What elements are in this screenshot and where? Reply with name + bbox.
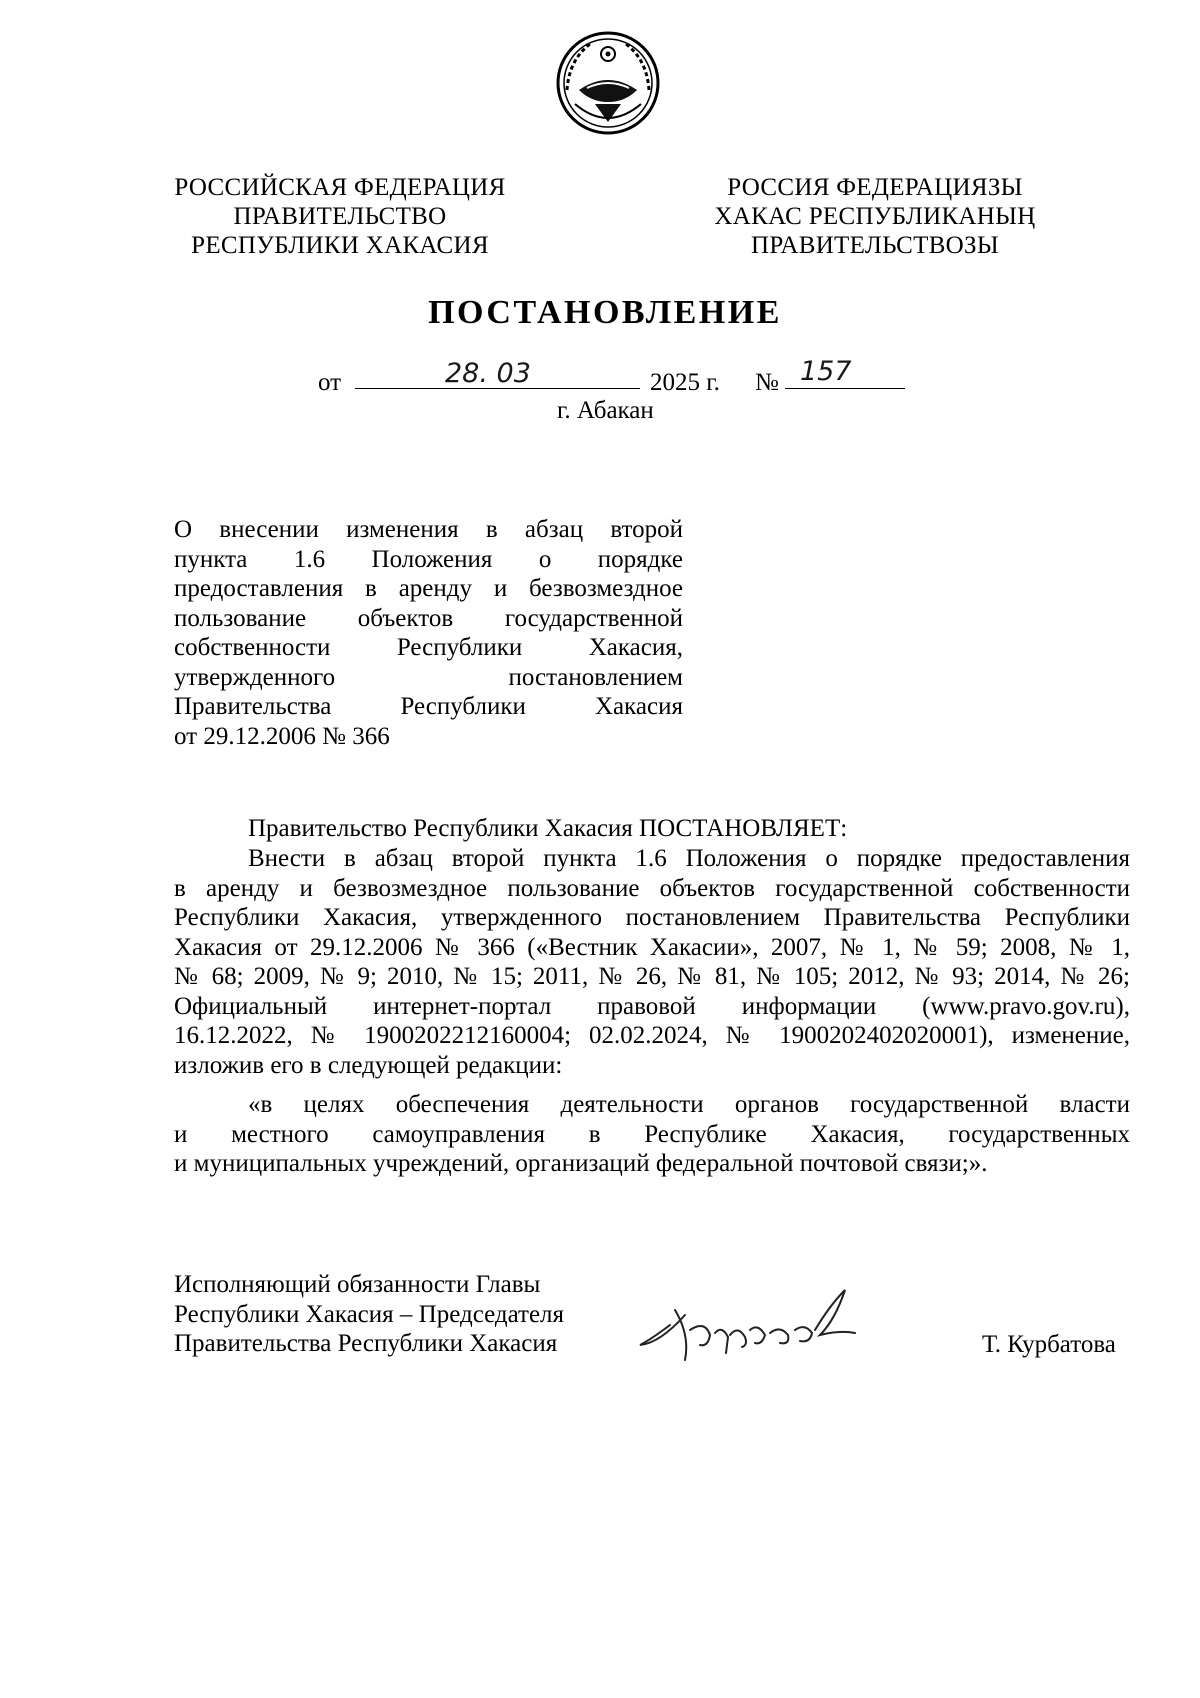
subject-line: пользование объектов государственной <box>174 604 683 632</box>
body-line: Хакасия от 29.12.2006 № 366 («Вестник Хакасии», 2007, № 1, № 59; 2008, № 1, <box>174 933 1130 961</box>
body-line: и муниципальных учреждений, организаций федеральной почтовой связи;». <box>174 1150 988 1177</box>
body-line: изложив его в следующей редакции: <box>174 1051 563 1079</box>
body-line: в аренду и безвозмездное пользование объектов государственной собственности <box>174 874 1130 902</box>
body-line: 16.12.2022, № 1900202212160004; 02.02.2024, № 1900202402020001), изменение, <box>174 1022 1130 1049</box>
number-underline <box>785 388 905 389</box>
date-handwritten: 28. 03 <box>445 358 531 389</box>
position-line: Республики Хакасия – Председателя <box>174 1300 565 1328</box>
header-left-line: РЕСПУБЛИКИ ХАКАСИЯ <box>191 232 489 259</box>
number-handwritten: 157 <box>800 356 852 387</box>
resolves-line: Правительство Республики Хакасия ПОСТАНОВЛЯЕТ: <box>248 815 848 842</box>
body-line: Республики Хакасия, утвержденного постановлением Правительства Республики <box>174 904 1130 931</box>
header-left <box>150 173 530 260</box>
body-line: Официальный интернет-портал правовой информации (www.pravo.gov.ru), <box>174 992 1130 1020</box>
body-line: и местного самоуправления в Республике Хакасия, государственных <box>174 1120 1130 1148</box>
header-left-line: РОССИЙСКАЯ ФЕДЕРАЦИЯ <box>174 174 506 201</box>
header-right-line: РОССИЯ ФЕДЕРАЦИЯЗЫ <box>727 174 1023 201</box>
subject-line: от 29.12.2006 № 366 <box>174 722 390 750</box>
body-line: № 68; 2009, № 9; 2010, № 15; 2011, № 26, № 81, № 105; 2012, № 93; 2014, № 26; <box>174 963 1130 990</box>
body-paragraph-2 <box>174 1090 1130 1179</box>
subject-line: пункта 1.6 Положения о порядке <box>174 545 683 573</box>
position-line: Исполняющий обязанности Главы <box>174 1271 541 1298</box>
header-left-line: ПРАВИТЕЛЬСТВО <box>233 203 447 230</box>
document-title: ПОСТАНОВЛЕНИЕ <box>428 294 782 331</box>
subject-line: собственности Республики Хакасия, <box>174 634 683 661</box>
date-from-label: от <box>318 369 342 396</box>
city: г. Абакан <box>557 397 654 424</box>
body-line: Внести в абзац второй пункта 1.6 Положения о порядке предоставления <box>248 845 1130 872</box>
subject-line: предоставления в аренду и безвозмездное <box>174 575 683 602</box>
subject-block <box>174 515 683 751</box>
subject-line: О внесении изменения в абзац второй <box>174 516 683 543</box>
subject-line: Правительства Республики Хакасия <box>174 693 683 720</box>
subject-line: утвержденного постановлением <box>174 663 683 691</box>
handwritten-signature <box>630 1285 880 1375</box>
header-right-line: ХАКАС РЕСПУБЛИКАНЫҢ <box>714 203 1036 230</box>
header-right <box>690 173 1060 260</box>
coat-of-arms-emblem <box>555 30 661 136</box>
signatory-name: Т. Курбатова <box>982 1331 1116 1358</box>
body-paragraph-1 <box>174 844 1130 1080</box>
signatory-position <box>174 1270 564 1359</box>
body-line: «в целях обеспечения деятельности органов государственной власти <box>248 1091 1130 1118</box>
date-year: 2025 г. <box>650 369 720 396</box>
position-line: Правительства Республики Хакасия <box>174 1330 558 1357</box>
header-right-line: ПРАВИТЕЛЬСТВОЗЫ <box>751 232 999 259</box>
number-label: № <box>755 369 779 396</box>
